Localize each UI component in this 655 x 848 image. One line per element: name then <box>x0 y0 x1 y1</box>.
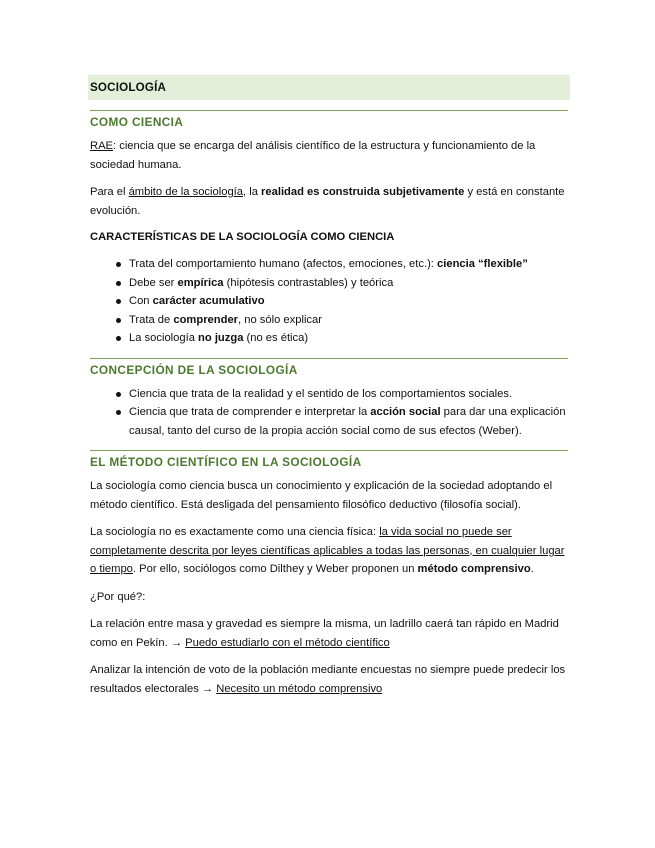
underlined-text: Puedo estudiarlo con el método científico <box>185 636 390 649</box>
list-item <box>90 311 568 330</box>
rae-definition <box>90 137 568 174</box>
underlined-text: Necesito un método comprensivo <box>216 682 383 695</box>
bold-text: carácter acumulativo <box>152 295 265 307</box>
section-como-ciencia <box>90 110 568 348</box>
text: La sociología no es exactamente como una ciencia física: <box>90 526 380 538</box>
text: (no es ética) <box>243 332 309 344</box>
bold-text: empírica <box>177 276 224 289</box>
bold-text: no juzga <box>198 332 244 344</box>
bold-text: método comprensivo <box>417 563 531 575</box>
text: La relación entre masa y gravedad es siempre la misma, un ladrillo caerá tan rápido en Madrid como en Pekín. → <box>90 618 559 649</box>
concepcion-list <box>90 385 568 441</box>
text: . Por ello, sociólogos como Dilthey y Weber proponen un <box>132 563 418 575</box>
underlined-text: la vida social no puede ser completamente descrita por leyes científicas aplicables a todas las personas, en cualquier lugar o tiempo <box>90 526 565 575</box>
text: Con <box>129 295 153 307</box>
bold-text: realidad es construida subjetivamente <box>261 186 465 198</box>
subheading: CARACTERÍSTICAS DE LA SOCIOLOGÍA COMO CIENCIA <box>90 231 395 243</box>
list-item: Ciencia que trata de la realidad y el sentido de los comportamientos sociales. <box>90 385 568 404</box>
text: , no sólo explicar <box>238 313 322 326</box>
text: Trata de <box>129 313 174 326</box>
text: y está en constante evolución. <box>90 186 565 217</box>
paragraph <box>90 615 568 652</box>
characteristics-list <box>90 255 568 348</box>
text: La sociología <box>129 332 199 344</box>
text: para dar una explicación causal, tanto del curso de la propia acción social como de sus efectos (Weber). <box>129 406 566 437</box>
paragraph: ¿Por qué?: <box>90 590 146 603</box>
text: (hipótesis contrastables) y teórica <box>223 276 394 289</box>
text: : ciencia que se encarga del análisis científico de la estructura y funcionamiento de la sociedad humana. <box>90 140 536 171</box>
text: Debe ser <box>129 276 178 289</box>
paragraph <box>90 523 568 579</box>
section-concepcion <box>90 358 568 441</box>
text: Analizar la intención de voto de la población mediante encuestas no siempre puede predecir los resultados electorales → <box>90 664 566 695</box>
text: . <box>530 563 534 575</box>
list-item <box>90 274 568 293</box>
section-heading: EL MÉTODO CIENTÍFICO EN LA SOCIOLOGÍA <box>90 450 568 469</box>
list-item <box>90 255 568 274</box>
text: , la <box>243 186 262 198</box>
section-heading: COMO CIENCIA <box>90 110 568 129</box>
rae-link: RAE <box>90 140 114 152</box>
bold-text: acción social <box>370 406 441 418</box>
section-metodo <box>90 450 568 698</box>
bold-text: ciencia “flexible” <box>437 258 528 270</box>
document-title: SOCIOLOGÍA <box>88 75 570 100</box>
text: Trata del comportamiento humano (afectos, emociones, etc.): <box>129 258 438 270</box>
list-item <box>90 292 568 311</box>
paragraph: La sociología como ciencia busca un conocimiento y explicación de la sociedad adoptando el método científico. Está desligada del pensamiento filosófico deductivo (filosofía social). <box>90 480 553 511</box>
bold-text: comprender <box>173 313 239 326</box>
document-page <box>90 75 568 707</box>
list-item <box>90 403 568 440</box>
paragraph <box>90 661 568 698</box>
text: Para el <box>90 186 129 198</box>
list-item <box>90 329 568 348</box>
section-heading: CONCEPCIÓN DE LA SOCIOLOGÍA <box>90 358 568 377</box>
paragraph-realidad <box>90 183 568 220</box>
underlined-text: ámbito de la sociología <box>128 186 243 198</box>
text: Ciencia que trata de comprender e interpretar la <box>129 406 371 418</box>
